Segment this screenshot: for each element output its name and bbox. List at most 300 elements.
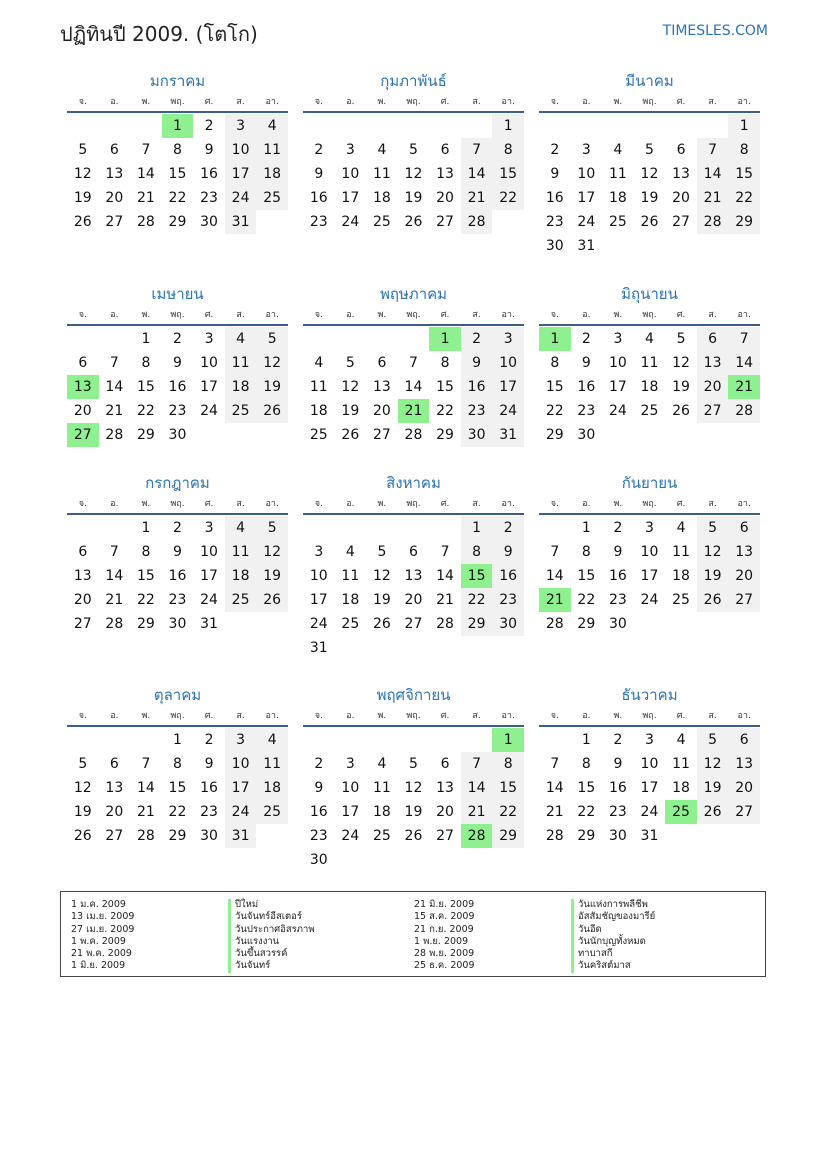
day-cell[interactable]: 15 [168,166,187,182]
day-cell[interactable]: 27 [105,828,124,844]
day-cell[interactable]: 1 [581,520,591,536]
day-cell[interactable]: 25 [256,800,288,824]
day-cell[interactable]: 21 [105,403,124,419]
day-cell[interactable]: 21 [545,804,564,820]
day-cell[interactable]: 24 [200,403,218,419]
day-cell[interactable]: 22 [492,186,524,210]
day-cell[interactable]: 16 [608,568,627,584]
day-cell[interactable]: 16 [309,804,328,820]
day-cell[interactable]: 1 [141,520,151,536]
day-cell[interactable]: 4 [314,355,324,371]
day-cell[interactable]: 8 [492,752,524,776]
day-cell[interactable]: 10 [640,756,659,772]
day-cell[interactable]: 31 [492,423,524,447]
day-cell[interactable]: 14 [105,379,124,395]
day-cell[interactable]: 11 [256,138,288,162]
day-cell[interactable]: 12 [404,780,423,796]
day-cell[interactable]: 19 [404,804,423,820]
day-cell[interactable]: 30 [461,423,493,447]
day-cell[interactable]: 24 [341,828,360,844]
day-cell[interactable]: 17 [309,592,328,608]
day-cell[interactable]: 19 [672,379,690,395]
day-cell[interactable]: 28 [545,828,564,844]
day-cell[interactable]: 6 [440,142,450,158]
day-cell[interactable]: 16 [200,166,218,182]
day-cell[interactable]: 4 [256,728,288,752]
day-cell[interactable]: 12 [404,166,423,182]
day-cell[interactable]: 3 [645,520,654,536]
day-cell[interactable]: 20 [436,190,454,206]
day-cell[interactable]: 16 [545,190,564,206]
day-cell[interactable]: 10 [492,351,524,375]
day-cell[interactable]: 26 [341,427,360,443]
day-cell[interactable]: 20 [404,592,423,608]
day-cell[interactable]: 3 [645,732,654,748]
day-cell[interactable]: 10 [608,355,627,371]
day-cell[interactable]: 19 [404,190,423,206]
day-cell[interactable]: 18 [256,162,288,186]
day-cell[interactable]: 28 [728,399,760,423]
day-cell[interactable]: 10 [577,166,596,182]
day-cell[interactable]: 22 [577,592,596,608]
day-cell[interactable]: 3 [204,331,214,347]
day-cell[interactable]: 26 [697,800,729,824]
day-cell[interactable]: 8 [728,138,760,162]
day-cell[interactable]: 26 [672,403,690,419]
day-cell[interactable]: 18 [672,780,690,796]
day-cell[interactable]: 21 [105,592,124,608]
day-cell[interactable]: 5 [78,142,88,158]
day-cell[interactable]: 5 [377,544,387,560]
day-cell[interactable]: 15 [577,568,596,584]
day-cell[interactable]: 30 [309,852,328,868]
day-cell[interactable]: 30 [168,427,187,443]
day-cell[interactable]: 24 [341,214,360,230]
day-cell[interactable]: 16 [309,190,328,206]
day-cell[interactable]: 16 [461,375,493,399]
day-cell[interactable]: 5 [256,327,288,351]
day-cell[interactable]: 16 [200,780,218,796]
day-cell[interactable]: 28 [404,427,423,443]
day-cell[interactable]: 7 [109,355,119,371]
day-cell[interactable]: 5 [697,516,729,540]
day-cell[interactable]: 23 [168,592,187,608]
day-cell[interactable]: 6 [697,327,729,351]
day-cell[interactable]: 22 [545,403,564,419]
day-cell[interactable]: 15 [492,776,524,800]
day-cell[interactable]: 10 [341,780,360,796]
day-cell[interactable]: 6 [440,756,450,772]
day-cell[interactable]: 25 [341,616,360,632]
day-cell[interactable]: 29 [577,616,596,632]
day-cell[interactable]: 27 [436,828,454,844]
site-link[interactable]: TIMESLES.COM [662,23,768,39]
day-cell[interactable]: 15 [728,162,760,186]
day-cell[interactable]: 2 [314,756,324,772]
day-cell[interactable]: 6 [377,355,387,371]
day-cell[interactable]: 10 [309,568,328,584]
holiday-cell[interactable]: 1 [429,327,461,351]
day-cell[interactable]: 16 [608,780,627,796]
day-cell[interactable]: 22 [577,804,596,820]
day-cell[interactable]: 17 [341,190,360,206]
day-cell[interactable]: 24 [492,399,524,423]
day-cell[interactable]: 22 [136,592,155,608]
day-cell[interactable]: 13 [73,568,92,584]
day-cell[interactable]: 23 [492,588,524,612]
day-cell[interactable]: 4 [377,142,387,158]
day-cell[interactable]: 11 [372,166,391,182]
day-cell[interactable]: 9 [204,142,214,158]
day-cell[interactable]: 9 [461,351,493,375]
day-cell[interactable]: 18 [256,776,288,800]
day-cell[interactable]: 13 [404,568,423,584]
day-cell[interactable]: 27 [404,616,423,632]
day-cell[interactable]: 21 [136,190,155,206]
day-cell[interactable]: 31 [309,640,328,656]
day-cell[interactable]: 15 [436,379,454,395]
day-cell[interactable]: 29 [461,612,493,636]
day-cell[interactable]: 17 [640,568,659,584]
day-cell[interactable]: 8 [440,355,450,371]
day-cell[interactable]: 18 [309,403,328,419]
day-cell[interactable]: 16 [492,564,524,588]
day-cell[interactable]: 3 [314,544,324,560]
day-cell[interactable]: 24 [640,804,659,820]
day-cell[interactable]: 14 [697,162,729,186]
day-cell[interactable]: 9 [173,355,182,371]
holiday-cell[interactable]: 21 [398,399,430,423]
day-cell[interactable]: 12 [341,379,360,395]
day-cell[interactable]: 2 [492,516,524,540]
day-cell[interactable]: 9 [314,166,324,182]
day-cell[interactable]: 1 [728,114,760,138]
day-cell[interactable]: 13 [436,780,454,796]
day-cell[interactable]: 13 [436,166,454,182]
day-cell[interactable]: 22 [492,800,524,824]
day-cell[interactable]: 13 [105,780,124,796]
day-cell[interactable]: 12 [73,166,92,182]
day-cell[interactable]: 23 [608,804,627,820]
day-cell[interactable]: 17 [492,375,524,399]
day-cell[interactable]: 25 [640,403,659,419]
day-cell[interactable]: 4 [377,756,387,772]
day-cell[interactable]: 30 [492,612,524,636]
day-cell[interactable]: 30 [200,828,218,844]
day-cell[interactable]: 7 [697,138,729,162]
day-cell[interactable]: 23 [200,804,218,820]
day-cell[interactable]: 3 [225,728,257,752]
day-cell[interactable]: 29 [436,427,454,443]
day-cell[interactable]: 22 [168,190,187,206]
day-cell[interactable]: 9 [314,780,324,796]
holiday-cell[interactable]: 1 [492,728,524,752]
day-cell[interactable]: 3 [225,114,257,138]
day-cell[interactable]: 29 [136,616,155,632]
day-cell[interactable]: 18 [341,592,360,608]
day-cell[interactable]: 1 [141,331,151,347]
day-cell[interactable]: 8 [581,756,591,772]
day-cell[interactable]: 24 [200,592,218,608]
day-cell[interactable]: 15 [577,780,596,796]
day-cell[interactable]: 4 [613,142,623,158]
day-cell[interactable]: 5 [697,728,729,752]
holiday-cell[interactable]: 27 [67,423,99,447]
day-cell[interactable]: 12 [697,540,729,564]
day-cell[interactable]: 26 [73,828,92,844]
day-cell[interactable]: 18 [608,190,627,206]
day-cell[interactable]: 15 [136,568,155,584]
day-cell[interactable]: 13 [728,752,760,776]
day-cell[interactable]: 20 [105,190,124,206]
day-cell[interactable]: 5 [78,756,88,772]
day-cell[interactable]: 26 [73,214,92,230]
day-cell[interactable]: 20 [73,592,92,608]
day-cell[interactable]: 2 [550,142,560,158]
holiday-cell[interactable]: 28 [461,824,493,848]
day-cell[interactable]: 19 [640,190,659,206]
day-cell[interactable]: 12 [372,568,391,584]
day-cell[interactable]: 9 [613,756,623,772]
day-cell[interactable]: 20 [372,403,391,419]
day-cell[interactable]: 19 [697,564,729,588]
day-cell[interactable]: 18 [372,804,391,820]
day-cell[interactable]: 27 [73,616,92,632]
day-cell[interactable]: 20 [728,776,760,800]
day-cell[interactable]: 24 [640,592,659,608]
day-cell[interactable]: 2 [581,331,591,347]
day-cell[interactable]: 28 [461,210,493,234]
day-cell[interactable]: 25 [225,399,257,423]
day-cell[interactable]: 13 [672,166,690,182]
day-cell[interactable]: 12 [697,752,729,776]
day-cell[interactable]: 30 [608,616,627,632]
day-cell[interactable]: 4 [645,331,654,347]
day-cell[interactable]: 27 [372,427,391,443]
day-cell[interactable]: 25 [372,214,391,230]
day-cell[interactable]: 30 [545,238,564,254]
day-cell[interactable]: 31 [200,616,218,632]
day-cell[interactable]: 18 [372,190,391,206]
day-cell[interactable]: 20 [672,190,690,206]
day-cell[interactable]: 2 [204,732,214,748]
day-cell[interactable]: 14 [545,780,564,796]
day-cell[interactable]: 27 [672,214,690,230]
day-cell[interactable]: 19 [256,375,288,399]
day-cell[interactable]: 28 [436,616,454,632]
day-cell[interactable]: 5 [409,756,418,772]
day-cell[interactable]: 25 [372,828,391,844]
day-cell[interactable]: 21 [461,186,493,210]
day-cell[interactable]: 21 [697,186,729,210]
holiday-cell[interactable]: 13 [67,375,99,399]
day-cell[interactable]: 8 [141,544,151,560]
day-cell[interactable]: 11 [672,756,690,772]
day-cell[interactable]: 28 [136,214,155,230]
day-cell[interactable]: 6 [676,142,686,158]
day-cell[interactable]: 17 [341,804,360,820]
day-cell[interactable]: 11 [256,752,288,776]
day-cell[interactable]: 31 [640,828,659,844]
day-cell[interactable]: 14 [728,351,760,375]
day-cell[interactable]: 8 [173,142,182,158]
day-cell[interactable]: 27 [728,588,760,612]
day-cell[interactable]: 11 [372,780,391,796]
day-cell[interactable]: 11 [341,568,360,584]
holiday-cell[interactable]: 21 [539,588,571,612]
day-cell[interactable]: 9 [492,540,524,564]
day-cell[interactable]: 25 [672,592,690,608]
day-cell[interactable]: 7 [141,756,151,772]
day-cell[interactable]: 14 [105,568,124,584]
day-cell[interactable]: 19 [697,776,729,800]
day-cell[interactable]: 19 [372,592,391,608]
day-cell[interactable]: 2 [314,142,324,158]
day-cell[interactable]: 7 [440,544,450,560]
day-cell[interactable]: 3 [492,327,524,351]
day-cell[interactable]: 29 [168,828,187,844]
day-cell[interactable]: 10 [341,166,360,182]
day-cell[interactable]: 30 [608,828,627,844]
holiday-cell[interactable]: 21 [728,375,760,399]
day-cell[interactable]: 5 [676,331,686,347]
day-cell[interactable]: 31 [225,210,257,234]
day-cell[interactable]: 23 [577,403,596,419]
day-cell[interactable]: 7 [728,327,760,351]
day-cell[interactable]: 8 [581,544,591,560]
day-cell[interactable]: 25 [225,588,257,612]
day-cell[interactable]: 8 [550,355,560,371]
day-cell[interactable]: 7 [461,752,493,776]
day-cell[interactable]: 4 [676,732,686,748]
day-cell[interactable]: 7 [461,138,493,162]
day-cell[interactable]: 17 [577,190,596,206]
day-cell[interactable]: 19 [341,403,360,419]
day-cell[interactable]: 10 [200,544,218,560]
day-cell[interactable]: 10 [200,355,218,371]
day-cell[interactable]: 13 [105,166,124,182]
day-cell[interactable]: 5 [256,516,288,540]
day-cell[interactable]: 15 [492,162,524,186]
day-cell[interactable]: 13 [728,540,760,564]
day-cell[interactable]: 5 [345,355,355,371]
day-cell[interactable]: 1 [581,732,591,748]
day-cell[interactable]: 17 [225,162,257,186]
day-cell[interactable]: 26 [697,588,729,612]
day-cell[interactable]: 11 [309,379,328,395]
day-cell[interactable]: 12 [73,780,92,796]
day-cell[interactable]: 20 [436,804,454,820]
day-cell[interactable]: 29 [168,214,187,230]
day-cell[interactable]: 12 [256,540,288,564]
day-cell[interactable]: 22 [436,403,454,419]
day-cell[interactable]: 10 [225,752,257,776]
day-cell[interactable]: 17 [225,776,257,800]
day-cell[interactable]: 28 [136,828,155,844]
day-cell[interactable]: 8 [141,355,151,371]
holiday-cell[interactable]: 1 [162,114,194,138]
day-cell[interactable]: 18 [225,564,257,588]
day-cell[interactable]: 15 [136,379,155,395]
day-cell[interactable]: 25 [256,186,288,210]
day-cell[interactable]: 11 [640,355,659,371]
day-cell[interactable]: 1 [461,516,493,540]
day-cell[interactable]: 2 [204,118,214,134]
day-cell[interactable]: 14 [461,162,493,186]
day-cell[interactable]: 4 [225,516,257,540]
day-cell[interactable]: 14 [545,568,564,584]
day-cell[interactable]: 7 [141,142,151,158]
day-cell[interactable]: 17 [200,568,218,584]
day-cell[interactable]: 30 [577,427,596,443]
day-cell[interactable]: 25 [608,214,627,230]
day-cell[interactable]: 24 [225,186,257,210]
day-cell[interactable]: 26 [256,588,288,612]
day-cell[interactable]: 18 [672,568,690,584]
day-cell[interactable]: 6 [409,544,418,560]
day-cell[interactable]: 6 [78,355,88,371]
day-cell[interactable]: 17 [200,379,218,395]
day-cell[interactable]: 9 [173,544,182,560]
day-cell[interactable]: 23 [309,214,328,230]
day-cell[interactable]: 23 [168,403,187,419]
holiday-cell[interactable]: 25 [665,800,697,824]
day-cell[interactable]: 20 [728,564,760,588]
day-cell[interactable]: 18 [640,379,659,395]
day-cell[interactable]: 27 [436,214,454,230]
day-cell[interactable]: 1 [492,114,524,138]
day-cell[interactable]: 6 [728,516,760,540]
day-cell[interactable]: 7 [409,355,418,371]
day-cell[interactable]: 24 [225,800,257,824]
day-cell[interactable]: 2 [613,732,623,748]
day-cell[interactable]: 24 [608,403,627,419]
day-cell[interactable]: 22 [136,403,155,419]
day-cell[interactable]: 21 [136,804,155,820]
day-cell[interactable]: 6 [109,756,119,772]
day-cell[interactable]: 13 [372,379,391,395]
day-cell[interactable]: 9 [550,166,560,182]
day-cell[interactable]: 4 [256,114,288,138]
day-cell[interactable]: 22 [461,588,493,612]
day-cell[interactable]: 4 [225,327,257,351]
holiday-cell[interactable]: 1 [539,327,571,351]
day-cell[interactable]: 2 [461,327,493,351]
day-cell[interactable]: 16 [168,379,187,395]
day-cell[interactable]: 29 [492,824,524,848]
day-cell[interactable]: 14 [461,776,493,800]
day-cell[interactable]: 22 [728,186,760,210]
day-cell[interactable]: 29 [728,210,760,234]
day-cell[interactable]: 27 [105,214,124,230]
day-cell[interactable]: 18 [225,375,257,399]
day-cell[interactable]: 12 [672,355,690,371]
holiday-cell[interactable]: 15 [461,564,493,588]
day-cell[interactable]: 23 [461,399,493,423]
day-cell[interactable]: 31 [577,238,596,254]
day-cell[interactable]: 22 [168,804,187,820]
day-cell[interactable]: 11 [225,351,257,375]
day-cell[interactable]: 20 [105,804,124,820]
day-cell[interactable]: 28 [697,210,729,234]
day-cell[interactable]: 2 [173,331,182,347]
day-cell[interactable]: 23 [545,214,564,230]
day-cell[interactable]: 7 [109,544,119,560]
day-cell[interactable]: 20 [73,403,92,419]
day-cell[interactable]: 3 [345,756,355,772]
day-cell[interactable]: 3 [345,142,355,158]
day-cell[interactable]: 28 [105,427,124,443]
